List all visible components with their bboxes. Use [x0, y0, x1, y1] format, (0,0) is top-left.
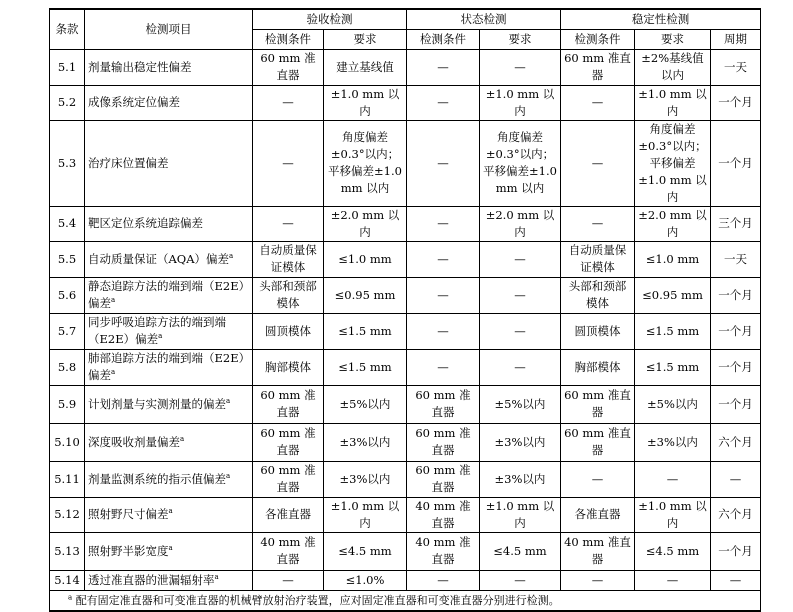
- period-cell: [711, 349, 761, 385]
- stab-requirement-cell: [635, 277, 711, 313]
- period: 一个月: [718, 323, 753, 338]
- row-item-cell: [85, 241, 253, 277]
- footnote-ref: a: [168, 543, 173, 552]
- stab-requirement-cell: [635, 423, 711, 461]
- acc-requirement-cell: [324, 120, 407, 206]
- acc-requirement-cell: [324, 423, 407, 461]
- acc-condition: 60 mm 准直器: [260, 388, 316, 419]
- st-requirement: —: [514, 251, 526, 266]
- period-cell: [711, 313, 761, 349]
- table-row: [50, 120, 761, 206]
- stab-condition-cell: [561, 423, 635, 461]
- acc-requirement-cell: [324, 313, 407, 349]
- st-condition-cell: [407, 349, 480, 385]
- row-item-cell: [85, 120, 253, 206]
- acc-condition: 60 mm 准直器: [260, 51, 316, 82]
- st-condition: 60 mm 准直器: [415, 388, 471, 419]
- stab-condition-cell: [561, 313, 635, 349]
- st-requirement-cell: [480, 313, 561, 349]
- period-cell: [711, 385, 761, 423]
- row-item: 自动质量保证（AQA）偏差: [88, 251, 230, 266]
- st-condition-cell: [407, 206, 480, 241]
- acc-condition: —: [282, 572, 294, 587]
- header-status: 状态检测: [407, 9, 561, 29]
- row-item-cell: [85, 206, 253, 241]
- row-item: 深度吸收剂量偏差: [88, 434, 180, 449]
- period: 六个月: [718, 434, 753, 449]
- st-condition: —: [437, 155, 449, 170]
- st-condition-cell: [407, 532, 480, 570]
- row-item-cell: [85, 497, 253, 532]
- period-cell: [711, 120, 761, 206]
- row-item-cell: [85, 85, 253, 120]
- row-clause: 5.5: [57, 251, 77, 266]
- st-condition-cell: [407, 423, 480, 461]
- acc-requirement-cell: [324, 49, 407, 85]
- table-row: [50, 461, 761, 497]
- period: 一个月: [718, 95, 753, 109]
- table-row: [50, 49, 761, 85]
- acc-requirement-cell: [324, 349, 407, 385]
- acc-requirement: ±1.0 mm 以内: [330, 86, 400, 118]
- row-item-cell: [85, 349, 253, 385]
- acc-requirement: ±1.0 mm 以内: [330, 498, 400, 530]
- st-requirement: —: [514, 59, 526, 74]
- stab-condition: —: [591, 216, 604, 230]
- acc-condition: 40 mm 准直器: [260, 535, 316, 566]
- period-cell: [711, 461, 761, 497]
- stab-requirement-cell: [635, 313, 711, 349]
- row-clause-cell: [50, 313, 85, 349]
- acc-requirement-cell: [324, 461, 407, 497]
- st-requirement: ±5%以内: [494, 396, 546, 411]
- row-clause-cell: [50, 241, 85, 277]
- period-cell: [711, 206, 761, 241]
- st-condition-cell: [407, 241, 480, 277]
- row-item: 照射野尺寸偏差: [88, 507, 169, 521]
- stab-requirement: —: [666, 572, 679, 587]
- acc-condition-cell: [253, 313, 324, 349]
- st-condition: —: [437, 251, 449, 266]
- stab-requirement: ±3%以内: [647, 434, 698, 449]
- acc-requirement: ≤1.0 mm: [338, 251, 392, 266]
- period-cell: [711, 423, 761, 461]
- st-condition-cell: [407, 385, 480, 423]
- stab-condition-cell: [561, 349, 635, 385]
- stab-requirement-cell: [635, 532, 711, 570]
- row-clause-cell: [50, 423, 85, 461]
- stab-requirement: ±1.0 mm 以内: [638, 498, 707, 530]
- stab-condition-cell: [561, 85, 635, 120]
- stab-requirement: ≤4.5 mm: [645, 543, 700, 558]
- footnote-ref: a: [180, 434, 185, 443]
- header-acceptance: 验收检测: [253, 9, 407, 29]
- st-requirement-cell: [480, 532, 561, 570]
- acc-condition: 圆顶模体: [265, 323, 311, 338]
- acc-requirement: ≤4.5 mm: [338, 543, 392, 558]
- acc-condition-cell: [253, 49, 324, 85]
- row-clause: 5.2: [57, 95, 77, 109]
- acc-requirement: 建立基线值: [336, 59, 394, 74]
- row-item-cell: [85, 532, 253, 570]
- stab-condition: 60 mm 准直器: [564, 426, 631, 457]
- period: 一个月: [718, 396, 753, 411]
- stab-requirement: ±2.0 mm 以内: [638, 207, 707, 239]
- row-item: 计划剂量与实测剂量的偏差: [88, 396, 226, 411]
- st-requirement-cell: [480, 85, 561, 120]
- acc-condition: 60 mm 准直器: [260, 463, 316, 494]
- acc-condition: —: [282, 95, 294, 109]
- acc-requirement: ±2.0 mm 以内: [330, 207, 400, 239]
- stab-condition-cell: [561, 570, 635, 590]
- row-clause: 5.4: [57, 216, 77, 230]
- header-stability: 稳定性检测: [561, 9, 761, 29]
- row-clause-cell: [50, 497, 85, 532]
- st-requirement: —: [514, 323, 526, 338]
- row-clause-cell: [50, 277, 85, 313]
- row-item: 照射野半影宽度: [88, 543, 169, 558]
- header-st-requirement: 要求: [480, 29, 561, 49]
- st-requirement-cell: [480, 461, 561, 497]
- row-clause: 5.3: [57, 155, 77, 170]
- row-item: 剂量输出稳定性偏差: [88, 59, 192, 74]
- stab-requirement: ±2%基线值以内: [641, 51, 704, 82]
- row-item-cell: [85, 385, 253, 423]
- st-requirement-cell: [480, 49, 561, 85]
- stab-requirement: ≤1.0 mm: [645, 251, 700, 266]
- acc-requirement: ±5%以内: [339, 396, 391, 411]
- period-cell: [711, 532, 761, 570]
- stab-condition: 自动质量保证模体: [568, 243, 627, 274]
- table-row: [50, 277, 761, 313]
- header-stab-condition: 检测条件: [561, 29, 635, 49]
- st-requirement: ±1.0 mm 以内: [485, 498, 555, 530]
- footnote-text: 配有固定准直器和可变准直器的机械臂放射治疗装置，应对固定准直器和可变准直器分别进行检测。: [75, 593, 560, 607]
- row-item: 靶区定位系统追踪偏差: [88, 216, 203, 230]
- acc-requirement-cell: [324, 570, 407, 590]
- row-item-cell: [85, 313, 253, 349]
- acc-condition-cell: [253, 570, 324, 590]
- acc-requirement: ≤1.5 mm: [338, 323, 392, 338]
- st-requirement-cell: [480, 241, 561, 277]
- stab-requirement: 角度偏差±0.3°以内；平移偏差±1.0 mm 以内: [638, 121, 707, 204]
- row-clause-cell: [50, 532, 85, 570]
- acc-requirement: ±3%以内: [339, 434, 391, 449]
- stab-condition-cell: [561, 241, 635, 277]
- row-clause: 5.1: [57, 59, 77, 74]
- row-item: 透过准直器的泄漏辐射率: [88, 572, 215, 587]
- stab-requirement: —: [666, 471, 679, 486]
- acc-condition-cell: [253, 423, 324, 461]
- row-clause-cell: [50, 49, 85, 85]
- st-requirement-cell: [480, 349, 561, 385]
- acc-condition: 头部和颈部模体: [259, 279, 317, 310]
- acc-condition-cell: [253, 277, 324, 313]
- period: 一个月: [718, 543, 753, 558]
- period: 一个月: [718, 359, 753, 374]
- stab-condition: —: [591, 95, 604, 109]
- stab-condition-cell: [561, 385, 635, 423]
- footnote-ref: a: [111, 368, 116, 377]
- period: 一天: [724, 59, 747, 74]
- footnote-ref: a: [111, 296, 116, 305]
- acc-requirement: ≤0.95 mm: [334, 287, 396, 302]
- stab-condition: 60 mm 准直器: [564, 388, 631, 419]
- st-requirement-cell: [480, 385, 561, 423]
- st-condition: 40 mm 准直器: [415, 498, 471, 530]
- stab-requirement-cell: [635, 49, 711, 85]
- stab-requirement: ≤0.95 mm: [642, 287, 703, 302]
- st-requirement-cell: [480, 497, 561, 532]
- stab-condition: 各准直器: [574, 507, 621, 521]
- period-cell: [711, 570, 761, 590]
- acc-condition: 60 mm 准直器: [260, 426, 316, 457]
- stab-condition-cell: [561, 206, 635, 241]
- footnote-ref: a: [226, 396, 231, 405]
- row-clause: 5.9: [57, 396, 77, 411]
- st-requirement: ±2.0 mm 以内: [485, 207, 555, 239]
- st-condition: —: [437, 216, 449, 230]
- stab-condition-cell: [561, 49, 635, 85]
- row-clause-cell: [50, 385, 85, 423]
- row-clause-cell: [50, 570, 85, 590]
- acc-condition: 自动质量保证模体: [259, 243, 317, 274]
- table-row: [50, 349, 761, 385]
- acc-condition: —: [282, 216, 294, 230]
- st-requirement: ≤4.5 mm: [493, 543, 547, 558]
- period-cell: [711, 49, 761, 85]
- stab-condition: 40 mm 准直器: [564, 535, 631, 566]
- acc-requirement-cell: [324, 497, 407, 532]
- st-requirement-cell: [480, 277, 561, 313]
- st-requirement: ±1.0 mm 以内: [485, 86, 555, 118]
- stab-requirement-cell: [635, 461, 711, 497]
- acc-requirement: 角度偏差±0.3°以内；平移偏差±1.0 mm 以内: [328, 130, 402, 195]
- stab-condition-cell: [561, 461, 635, 497]
- st-condition-cell: [407, 49, 480, 85]
- table-row: [50, 241, 761, 277]
- st-condition-cell: [407, 497, 480, 532]
- row-item-cell: [85, 461, 253, 497]
- stab-condition-cell: [561, 532, 635, 570]
- row-item: 治疗床位置偏差: [88, 155, 169, 170]
- acc-condition-cell: [253, 497, 324, 532]
- acc-requirement-cell: [324, 85, 407, 120]
- st-condition: —: [437, 572, 449, 587]
- stab-requirement: ±5%以内: [647, 396, 698, 411]
- st-condition: —: [437, 323, 449, 338]
- footnote-ref: a: [229, 251, 234, 260]
- st-condition-cell: [407, 461, 480, 497]
- st-condition-cell: [407, 570, 480, 590]
- row-item: 成像系统定位偏差: [88, 95, 180, 109]
- period-cell: [711, 277, 761, 313]
- acc-condition-cell: [253, 206, 324, 241]
- row-item-cell: [85, 277, 253, 313]
- acc-requirement-cell: [324, 206, 407, 241]
- acc-requirement: ≤1.5 mm: [338, 359, 392, 374]
- period: 三个月: [718, 216, 753, 230]
- acc-condition: —: [282, 155, 294, 170]
- stab-requirement-cell: [635, 241, 711, 277]
- acc-requirement-cell: [324, 532, 407, 570]
- stab-requirement-cell: [635, 497, 711, 532]
- stab-condition: 胸部模体: [574, 359, 621, 374]
- st-condition: —: [437, 287, 449, 302]
- st-requirement: —: [514, 359, 526, 374]
- stab-requirement-cell: [635, 349, 711, 385]
- row-clause-cell: [50, 349, 85, 385]
- st-condition: —: [437, 95, 449, 109]
- stab-condition: 圆顶模体: [574, 323, 621, 338]
- header-item: 检测项目: [85, 9, 253, 49]
- period: 六个月: [718, 507, 753, 521]
- period-cell: [711, 85, 761, 120]
- row-item: 剂量监测系统的指示值偏差: [88, 471, 226, 486]
- header-period: 周期: [711, 29, 761, 49]
- row-item: 同步呼吸追踪方法的端到端（E2E）偏差: [88, 315, 226, 346]
- stab-requirement: ±1.0 mm 以内: [638, 86, 707, 118]
- stab-condition: —: [591, 572, 604, 587]
- table-row: [50, 85, 761, 120]
- stab-requirement-cell: [635, 385, 711, 423]
- st-requirement-cell: [480, 206, 561, 241]
- period: —: [729, 471, 742, 486]
- st-condition-cell: [407, 313, 480, 349]
- row-clause-cell: [50, 206, 85, 241]
- st-requirement: —: [514, 287, 526, 302]
- row-item: 肺部追踪方法的端到端（E2E）偏差: [88, 351, 245, 382]
- st-condition: 60 mm 准直器: [415, 463, 471, 494]
- stab-condition-cell: [561, 497, 635, 532]
- table-row: [50, 385, 761, 423]
- stab-condition-cell: [561, 120, 635, 206]
- row-item: 静态追踪方法的端到端（E2E）偏差: [88, 279, 245, 310]
- st-requirement: 角度偏差±0.3°以内；平移偏差±1.0 mm 以内: [483, 130, 557, 195]
- acc-condition-cell: [253, 241, 324, 277]
- header-st-condition: 检测条件: [407, 29, 480, 49]
- row-clause: 5.6: [57, 287, 77, 302]
- row-clause: 5.13: [54, 543, 80, 558]
- acc-requirement-cell: [324, 385, 407, 423]
- stab-condition: —: [591, 471, 604, 486]
- st-requirement: ±3%以内: [494, 434, 546, 449]
- row-item-cell: [85, 570, 253, 590]
- table-row: [50, 497, 761, 532]
- acc-requirement: ±3%以内: [339, 471, 391, 486]
- period-cell: [711, 497, 761, 532]
- inspection-table: [49, 8, 761, 612]
- footnote-ref: a: [214, 572, 219, 581]
- st-requirement-cell: [480, 120, 561, 206]
- table-row: [50, 313, 761, 349]
- period: 一个月: [718, 287, 753, 302]
- stab-requirement-cell: [635, 206, 711, 241]
- table-row: [50, 423, 761, 461]
- row-clause: 5.12: [54, 507, 80, 521]
- acc-condition-cell: [253, 120, 324, 206]
- stab-requirement-cell: [635, 570, 711, 590]
- row-clause: 5.14: [54, 572, 80, 587]
- acc-condition-cell: [253, 349, 324, 385]
- stab-condition: 60 mm 准直器: [564, 51, 631, 82]
- st-condition-cell: [407, 85, 480, 120]
- acc-condition-cell: [253, 385, 324, 423]
- st-condition-cell: [407, 120, 480, 206]
- st-condition: —: [437, 59, 449, 74]
- row-clause-cell: [50, 461, 85, 497]
- st-requirement: ±3%以内: [494, 471, 546, 486]
- acc-condition-cell: [253, 532, 324, 570]
- period: 一个月: [718, 155, 753, 170]
- row-item-cell: [85, 49, 253, 85]
- row-clause-cell: [50, 120, 85, 206]
- acc-requirement-cell: [324, 241, 407, 277]
- period: —: [729, 572, 742, 587]
- stab-requirement: ≤1.5 mm: [645, 359, 700, 374]
- header-acc-condition: 检测条件: [253, 29, 324, 49]
- stab-requirement-cell: [635, 120, 711, 206]
- header-stab-requirement: 要求: [635, 29, 711, 49]
- stab-condition: —: [591, 155, 604, 170]
- row-clause: 5.7: [57, 323, 77, 338]
- table-footnote: [50, 590, 761, 611]
- table-row: [50, 206, 761, 241]
- footnote-ref: a: [158, 332, 163, 341]
- acc-condition: 胸部模体: [265, 359, 311, 374]
- st-requirement-cell: [480, 423, 561, 461]
- acc-condition-cell: [253, 461, 324, 497]
- acc-requirement-cell: [324, 277, 407, 313]
- period: 一天: [724, 251, 747, 266]
- row-clause: 5.10: [54, 434, 80, 449]
- acc-condition: 各准直器: [265, 507, 311, 521]
- st-condition: 60 mm 准直器: [415, 426, 471, 457]
- acc-condition-cell: [253, 85, 324, 120]
- st-condition: —: [437, 359, 449, 374]
- st-condition: 40 mm 准直器: [415, 535, 471, 566]
- footnote-mark: a: [68, 593, 73, 602]
- stab-condition-cell: [561, 277, 635, 313]
- acc-requirement: ≤1.0%: [345, 572, 385, 587]
- footnote-ref: a: [226, 471, 231, 480]
- stab-requirement-cell: [635, 85, 711, 120]
- table-row: [50, 570, 761, 590]
- row-clause: 5.11: [54, 471, 80, 486]
- st-requirement: —: [514, 572, 526, 587]
- row-item-cell: [85, 423, 253, 461]
- header-clause: 条款: [50, 9, 85, 49]
- stab-requirement: ≤1.5 mm: [645, 323, 700, 338]
- row-clause-cell: [50, 85, 85, 120]
- footnote-ref: a: [168, 507, 173, 516]
- st-requirement-cell: [480, 570, 561, 590]
- st-condition-cell: [407, 277, 480, 313]
- stab-condition: 头部和颈部模体: [568, 279, 627, 310]
- header-acc-requirement: 要求: [324, 29, 407, 49]
- row-clause: 5.8: [57, 359, 77, 374]
- period-cell: [711, 241, 761, 277]
- table-row: [50, 532, 761, 570]
